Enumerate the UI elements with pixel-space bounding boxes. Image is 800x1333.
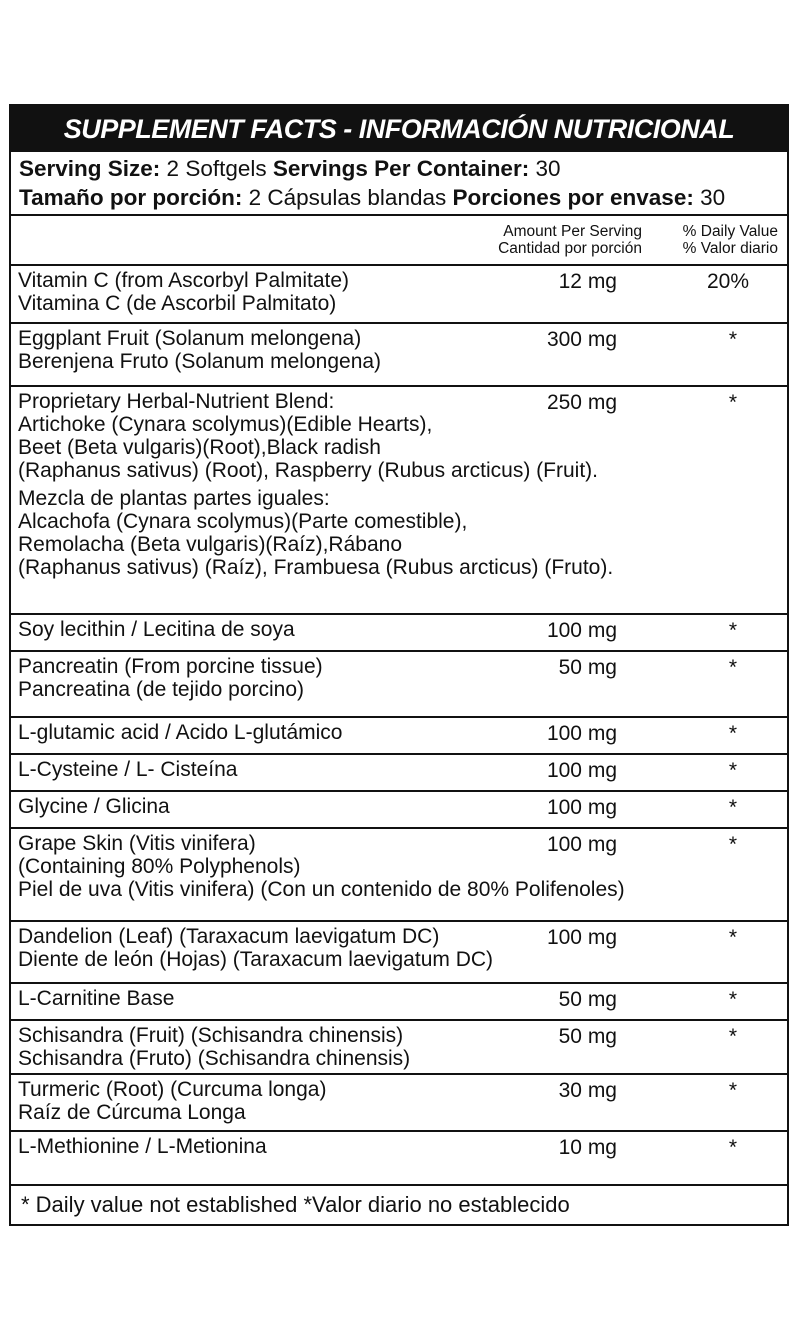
ingredient-line: Turmeric (Root) (Curcuma longa) <box>18 1078 327 1101</box>
ingredient-line: Proprietary Herbal-Nutrient Blend: <box>18 390 335 413</box>
ingredient-line: Mezcla de plantas partes iguales: <box>18 487 330 510</box>
ingredient-daily-value: * <box>728 759 737 782</box>
ingredient-amount: 100 mg <box>546 759 617 782</box>
ingredient-daily-value: * <box>728 926 737 949</box>
daily-value-header-es: % Valor diario <box>682 240 778 257</box>
ingredient-line: Piel de uva (Vitis vinifera) (Con un contenido de 80% Polifenoles) <box>18 878 625 901</box>
ingredient-amount: 100 mg <box>546 926 617 949</box>
ingredient-daily-value: * <box>728 328 737 351</box>
ingredient-daily-value: * <box>728 1079 737 1102</box>
ingredient-line: L-Cysteine / L- Cisteína <box>18 758 238 781</box>
ingredient-amount: 100 mg <box>546 833 617 856</box>
servings-per-container-label: Servings Per Container: <box>272 156 530 181</box>
ingredient-line: Berenjena Fruto (Solanum melongena) <box>18 350 382 373</box>
ingredient-row <box>11 829 787 922</box>
ingredient-daily-value: * <box>728 796 737 819</box>
ingredient-daily-value: * <box>728 391 737 414</box>
ingredient-daily-value: * <box>728 988 737 1011</box>
ingredient-row <box>11 984 787 1021</box>
porciones-envase-value: 30 <box>693 185 726 210</box>
ingredient-line: Diente de león (Hojas) (Taraxacum laevigatum DC) <box>18 948 494 971</box>
ingredient-name <box>18 832 625 901</box>
ingredient-line: Schisandra (Fruto) (Schisandra chinensis) <box>18 1047 411 1070</box>
column-header <box>11 216 787 266</box>
ingredient-row <box>11 718 787 755</box>
ingredient-name <box>18 655 323 701</box>
serving-size-value: 2 Softgels <box>160 156 273 181</box>
ingredient-row <box>11 266 787 324</box>
ingredient-daily-value: * <box>728 1136 737 1159</box>
amount-header <box>498 223 642 257</box>
ingredient-line: Schisandra (Fruit) (Schisandra chinensis) <box>18 1024 404 1047</box>
ingredient-line: L-glutamic acid / Acido L-glutámico <box>18 721 343 744</box>
ingredient-name <box>18 1024 410 1070</box>
ingredient-amount: 100 mg <box>546 722 617 745</box>
ingredient-row <box>11 652 787 718</box>
ingredient-line: Artichoke (Cynara scolymus)(Edible Hearts), <box>18 413 433 436</box>
ingredient-line: (Raphanus sativus) (Root), Raspberry (Rubus arcticus) (Fruit). <box>18 459 599 482</box>
ingredient-name <box>18 758 237 781</box>
ingredient-line: Eggplant Fruit (Solanum melongena) <box>18 327 362 350</box>
ingredient-daily-value: * <box>728 833 737 856</box>
ingredient-line: (Raphanus sativus) (Raíz), Frambuesa (Rubus arcticus) (Fruto). <box>18 556 614 579</box>
ingredient-line: Glycine / Glicina <box>18 795 170 818</box>
tamano-porcion-label: Tamaño por porción: <box>19 185 243 210</box>
porciones-envase-label: Porciones por envase: <box>452 185 694 210</box>
ingredient-row <box>11 1075 787 1132</box>
ingredient-line: Raíz de Cúrcuma Longa <box>18 1101 246 1124</box>
ingredient-line: Grape Skin (Vitis vinifera) <box>18 832 256 855</box>
ingredient-name <box>18 721 343 744</box>
ingredient-name <box>18 795 170 818</box>
ingredient-row <box>11 387 787 615</box>
ingredient-name <box>18 390 613 579</box>
footnote: * Daily value not established *Valor diario no establecido <box>11 1184 787 1224</box>
ingredient-line: Vitamina C (de Ascorbil Palmitato) <box>18 292 337 315</box>
ingredient-row <box>11 755 787 792</box>
ingredient-line: L-Carnitine Base <box>18 987 175 1010</box>
ingredient-row <box>11 1021 787 1075</box>
amount-header-es: Cantidad por porción <box>498 240 642 257</box>
daily-value-header-en: % Daily Value <box>682 223 778 240</box>
ingredient-amount: 10 mg <box>558 1136 617 1159</box>
ingredient-row <box>11 324 787 387</box>
ingredient-amount: 300 mg <box>546 328 617 351</box>
ingredient-line: Alcachofa (Cynara scolymus)(Parte comestible), <box>18 510 468 533</box>
ingredient-row <box>11 615 787 652</box>
ingredient-amount: 100 mg <box>546 619 617 642</box>
serving-line-en <box>19 154 787 183</box>
ingredient-line: Dandelion (Leaf) (Taraxacum laevigatum DC) <box>18 925 440 948</box>
ingredient-amount: 50 mg <box>558 988 617 1011</box>
tamano-porcion-value: 2 Cápsulas blandas <box>242 185 453 210</box>
ingredient-amount: 100 mg <box>546 796 617 819</box>
daily-value-header <box>683 223 778 257</box>
amount-header-en: Amount Per Serving <box>503 223 642 240</box>
ingredient-line: Pancreatin (From porcine tissue) <box>18 655 323 678</box>
ingredient-line: Remolacha (Beta vulgaris)(Raíz),Rábano <box>18 533 402 556</box>
ingredient-line: L-Methionine / L-Metionina <box>18 1135 267 1158</box>
ingredient-amount: 250 mg <box>546 391 617 414</box>
ingredient-line: Beet (Beta vulgaris)(Root),Black radish <box>18 436 381 459</box>
ingredient-name <box>18 618 295 641</box>
ingredient-name <box>18 987 174 1010</box>
ingredient-row <box>11 1132 787 1169</box>
serving-size-label: Serving Size: <box>19 156 161 181</box>
ingredient-amount: 50 mg <box>558 656 617 679</box>
serving-line-es <box>19 183 787 212</box>
ingredient-line: Pancreatina (de tejido porcino) <box>18 678 305 701</box>
ingredient-name <box>18 925 493 971</box>
panel-title: SUPPLEMENT FACTS - INFORMACIÓN NUTRICIONAL <box>11 106 787 152</box>
ingredient-row <box>11 792 787 829</box>
ingredient-name <box>18 1135 267 1158</box>
ingredient-line: Soy lecithin / Lecitina de soya <box>18 618 295 641</box>
ingredient-name <box>18 327 381 373</box>
ingredient-amount: 30 mg <box>558 1079 617 1102</box>
ingredient-line: (Containing 80% Polyphenols) <box>18 855 301 878</box>
ingredient-daily-value: * <box>728 656 737 679</box>
ingredient-daily-value: * <box>728 619 737 642</box>
ingredient-amount: 50 mg <box>558 1025 617 1048</box>
servings-per-container-value: 30 <box>529 156 561 181</box>
serving-info <box>11 152 787 216</box>
ingredient-daily-value: 20% <box>706 270 749 293</box>
ingredient-name <box>18 269 349 315</box>
ingredient-name <box>18 1078 326 1124</box>
ingredient-rows <box>11 266 787 1169</box>
ingredient-daily-value: * <box>728 722 737 745</box>
ingredient-line: Vitamin C (from Ascorbyl Palmitate) <box>18 269 350 292</box>
ingredient-amount: 12 mg <box>558 270 617 293</box>
ingredient-row <box>11 922 787 984</box>
supplement-facts-panel <box>9 104 789 1226</box>
ingredient-daily-value: * <box>728 1025 737 1048</box>
